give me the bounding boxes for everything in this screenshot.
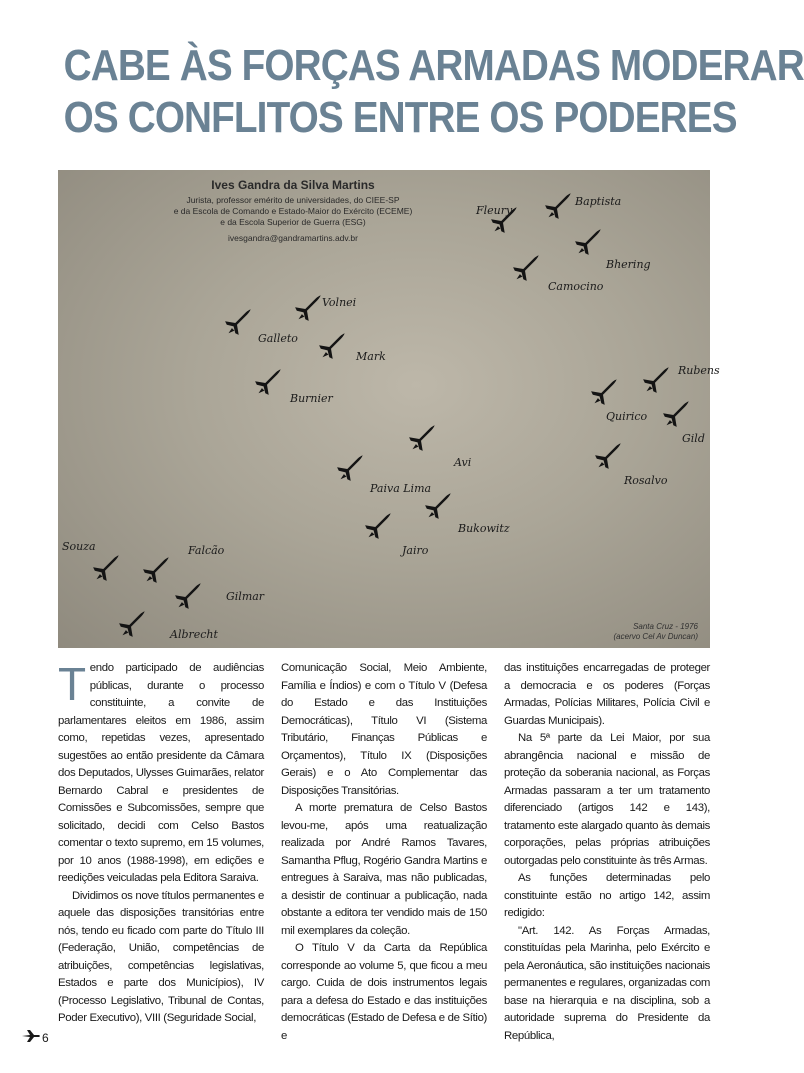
jet-icon <box>590 440 624 474</box>
label-falcao: Falcão <box>188 544 225 557</box>
drop-cap: T <box>58 658 86 710</box>
label-rosalvo: Rosalvo <box>624 474 668 487</box>
label-gildo: Gild <box>682 432 705 445</box>
jet-icon <box>332 452 366 486</box>
jet-icon <box>586 376 620 410</box>
paragraph: Comunicação Social, Meio Ambiente, Família e Índios) e com o Título V (Defesa do Estado e das Instituições Democráticas), Título VI (Sistema Tributário, Finanças Públicas e Orçamentos), Título IX (Disposições Gerais) e o Ato Complementar das Disposições Transitórias. <box>281 662 487 797</box>
headline-line-1: CABE ÀS FORÇAS ARMADAS MODERAR <box>63 41 804 90</box>
label-mark: Mark <box>356 350 386 363</box>
label-burnier: Burnier <box>290 392 333 405</box>
jet-icon <box>508 252 542 286</box>
jet-icon <box>540 190 574 224</box>
article-body <box>58 658 710 1042</box>
jet-icon <box>290 292 324 326</box>
article-headline <box>63 40 804 144</box>
label-avi: Avi <box>454 456 472 469</box>
paragraph: Dividimos os nove títulos permanentes e aquele das disposições transitórias entre nós, tendo eu ficado com parte do Título III (Federação, União, competências de atribuições, competências legislativas, Estados e parte dos Municípios), IV (Processo Legislativo, Tribunal de Contas, Poder Executivo), VIII (Seguridade Social, <box>58 889 264 1024</box>
column-2 <box>281 660 487 1042</box>
photo-credit-line-2: (acervo Cel Av Duncan) <box>613 632 698 641</box>
label-camocino: Camocino <box>548 280 604 293</box>
jet-icon <box>404 422 438 456</box>
paragraph-text: endo participado de audiências públicas, durante o processo constituinte, a convite de parlamentares eleitos em 1986, assim como, repetidas vezes, apresentado sugestões ao então presidente da Câmara dos Deputados, Ulysses Guimarães, relator Bernardo Cabral e presidentes de Comissões e Subcomissões, sempre que solicitado, decidi com Celso Bastos comentar o texto supremo, em 15 volumes, por 10 anos (1988-1998), em edições e reedições veiculadas pela Editora Saraiva. <box>58 662 264 884</box>
jet-icon <box>638 364 672 398</box>
author-name: Ives Gandra da Silva Martins <box>211 178 375 192</box>
author-byline <box>58 178 528 243</box>
jet-icon <box>250 366 284 400</box>
paragraph <box>58 660 264 888</box>
paragraph: A morte prematura de Celso Bastos levou-me, após uma reatualização realizada por André Ramos Tavares, Samantha Pflug, Rogério Gandra Martins e entregues à Saraiva, mas não publicadas, a desistir de continuar a publicação, nada obstante a editora ter vendido mais de 150 mil exemplares da coleção. <box>281 802 487 937</box>
photo-credit-line-1: Santa Cruz - 1976 <box>633 622 698 631</box>
label-paiva-lima: Paiva Lima <box>370 482 432 495</box>
photo-credit <box>614 622 698 642</box>
jet-icon <box>220 306 254 340</box>
column-1 <box>58 660 264 1030</box>
formation-photo <box>58 170 720 648</box>
paragraph: O Título V da Carta da República corresponde ao volume 5, que ficou a meu cargo. Cuida de dois instrumentos legais para a defesa do Estado e das instituições democráticas (Estado de Defesa e de Sítio) e <box>281 942 487 1042</box>
paragraph: das instituições encarregadas de proteger a democracia e os poderes (Forças Armadas, Polícias Militares, Polícia Civil e Guardas Municipais). <box>504 662 710 727</box>
column-3 <box>504 660 710 1042</box>
author-desc-3: e da Escola Superior de Guerra (ESG) <box>220 217 366 227</box>
jet-icon <box>314 330 348 364</box>
author-desc-2: e da Escola de Comando e Estado-Maior do Exército (ECEME) <box>173 206 413 216</box>
paragraph: As funções determinadas pelo constituinte estão no artigo 142, assim redigido: <box>504 872 710 919</box>
jet-icon <box>170 580 204 614</box>
page-number: 6 <box>42 1030 49 1045</box>
label-gilmar: Gilmar <box>226 590 265 603</box>
author-email: ivesgandra@gandramartins.adv.br <box>228 233 358 243</box>
paragraph: Na 5ª parte da Lei Maior, por sua abrangência nacional e missão de proteção da soberania nacional, as Forças Armadas passaram a ter um tratamento diferenciado (artigos 142 e 143), tratamento este alargado quanto às demais corporações, pelas próprias atribuições outorgadas pelo constituinte às três Armas. <box>504 732 710 867</box>
label-bukowitz: Bukowitz <box>458 522 510 535</box>
jet-icon <box>88 552 122 586</box>
jet-icon <box>420 490 454 524</box>
jet-icon <box>360 510 394 544</box>
label-quirico: Quirico <box>606 410 648 423</box>
jet-icon <box>114 608 148 642</box>
airplane-icon <box>22 1030 40 1045</box>
label-volnei: Volnei <box>322 296 357 309</box>
jet-icon <box>138 554 172 588</box>
label-baptista: Baptista <box>575 195 622 208</box>
label-jairo: Jairo <box>402 544 429 557</box>
label-galleto: Galleto <box>258 332 298 345</box>
headline-line-2: OS CONFLITOS ENTRE OS PODERES <box>63 93 737 142</box>
label-bhering: Bhering <box>606 258 651 271</box>
jet-icon <box>570 226 604 260</box>
page-footer <box>22 1030 49 1045</box>
jet-icon <box>658 398 692 432</box>
author-desc-1: Jurista, professor emérito de universidades, do CIEE-SP <box>186 195 400 205</box>
label-rubens: Rubens <box>678 364 720 377</box>
label-fleury: Fleury <box>476 204 513 217</box>
label-souza: Souza <box>62 540 96 553</box>
paragraph: "Art. 142. As Forças Armadas, constituídas pela Marinha, pelo Exército e pela Aeronáutica, são instituições nacionais permanentes e regulares, organizadas com base na hierarquia e na disciplina, sob a autoridade suprema do Presidente da República, <box>504 924 710 1042</box>
label-albrecht: Albrecht <box>170 628 218 641</box>
